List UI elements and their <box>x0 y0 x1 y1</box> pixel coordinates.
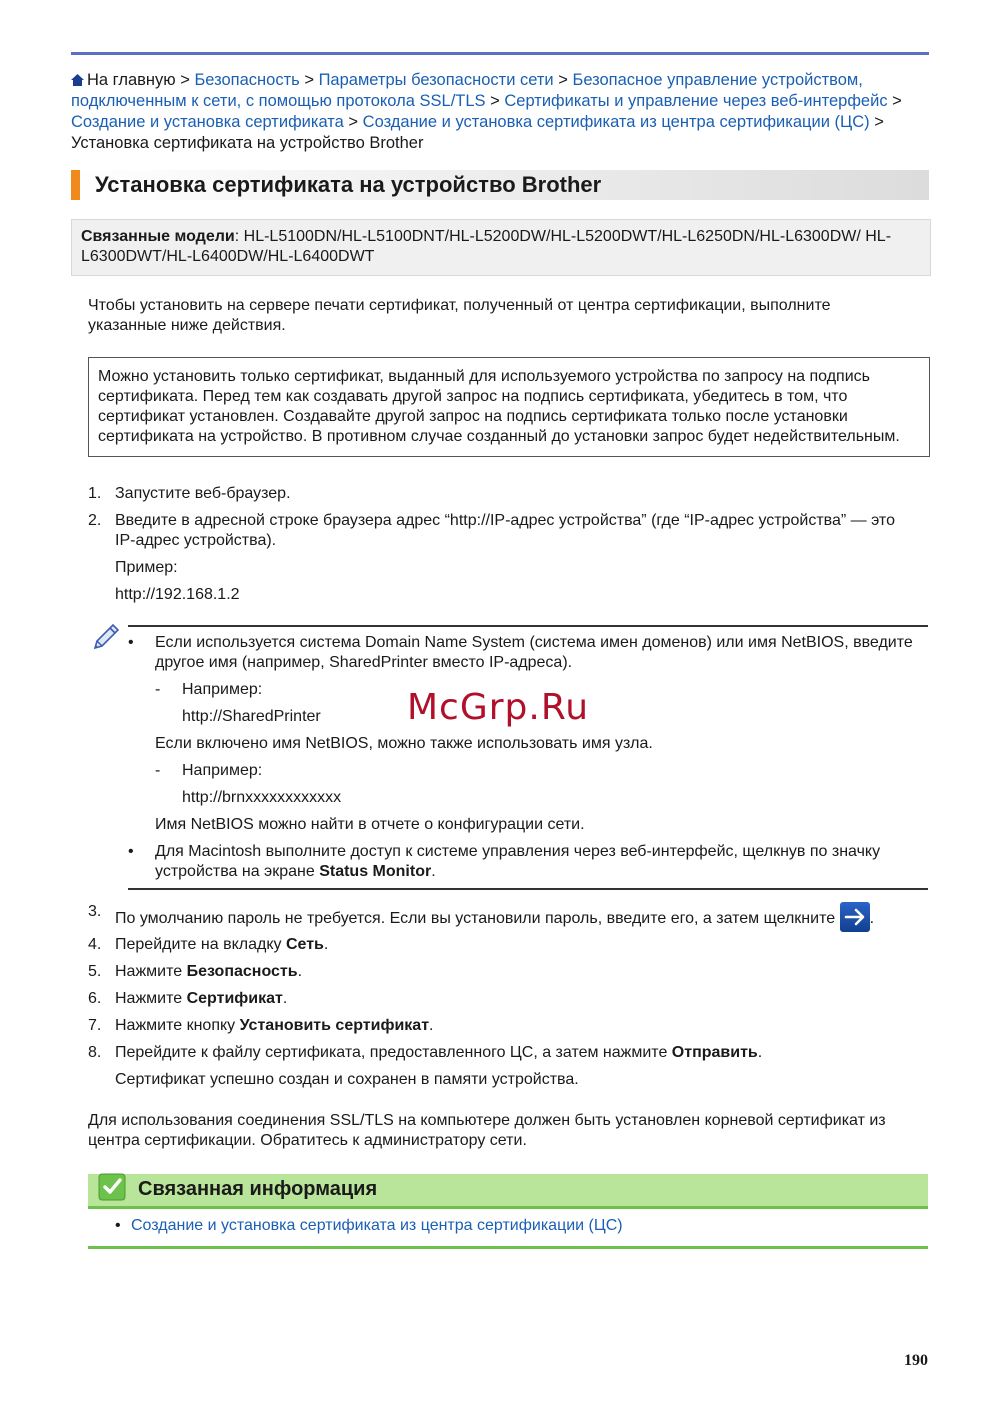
steps-list-a <box>88 484 918 605</box>
step-8-result: Сертификат успешно создан и сохранен в памяти устройства. <box>115 1071 579 1088</box>
note-box: Можно установить только сертификат, выданный для используемого устройства по запросу на подпись сертификата. Перед тем как создавать другой запрос на подпись сертификата, убедитесь в том, что сертификат установлен. Создавайте другой запрос на подпись сертификата только после установки сертификата на устройство. В противном случае созданный до установки запрос будет недействительным. <box>88 357 930 457</box>
breadcrumb: На главную > Безопасность > Параметры безопасности сети > Безопасное управление устройством, подключенным к сети, с помощью протокола SSL/TLS > Сертификаты и управление через веб-интерфейс > Создание и установка сертификата > Создание и установка сертификата из центра сертификации (ЦС) > Установка сертификата на устройство Brother <box>71 71 902 152</box>
pencil-icon <box>91 620 123 652</box>
breadcrumb-create-install-ca[interactable]: Создание и установка сертификата из центра сертификации (ЦС) <box>362 113 870 131</box>
checkmark-icon <box>97 1172 127 1202</box>
tip-sub-2-value: http://brnxxxxxxxxxxxx <box>182 789 342 806</box>
home-icon[interactable] <box>71 74 84 86</box>
arrow-right-icon[interactable] <box>840 902 870 932</box>
breadcrumb-create-install[interactable]: Создание и установка сертификата <box>71 113 344 131</box>
step-6: 6. Нажмите Сертификат. <box>88 990 288 1007</box>
step-1: 1. Запустите веб-браузер. <box>88 485 291 502</box>
intro-text: Чтобы установить на сервере печати сертификат, полученный от центра сертификации, выполните указанные ниже действия. <box>88 297 831 334</box>
example-label: Пример: <box>115 559 178 576</box>
models-label: Связанные модели <box>81 228 235 245</box>
step-3: 3. По умолчанию пароль не требуется. Если вы установили пароль, введите его, а затем щелкните . <box>88 902 918 932</box>
tip-sub-1-value: http://SharedPrinter <box>182 708 321 725</box>
tip-sub-1: - Например: <box>155 681 263 698</box>
tip-box <box>128 625 928 890</box>
step-2: 2. Введите в адресной строке браузера адрес “http://IP-адрес устройства” (где “IP-адрес устройства” — это IP-адрес устройства). <box>88 512 895 549</box>
top-rule <box>71 52 929 55</box>
step-8: 8. Перейдите к файлу сертификата, предоставленного ЦС, а затем нажмите Отправить. <box>88 1044 763 1061</box>
page-number: 190 <box>904 1352 928 1369</box>
page-title: Установка сертификата на устройство Brother <box>95 172 602 197</box>
tip-bullet-2: • Для Macintosh выполните доступ к системе управления через веб-интерфейс, щелкнув по значку устройства на экране Status Monitor. <box>128 843 881 880</box>
breadcrumb-ssl-tls[interactable]: Безопасное управление устройством, подключенным к сети, с помощью протокола SSL/TLS <box>71 71 863 110</box>
tip-after: Имя NetBIOS можно найти в отчете о конфигурации сети. <box>155 816 585 833</box>
breadcrumb-current: Установка сертификата на устройство Brother <box>71 134 424 152</box>
tip-bullet-1: • Если используется система Domain Name System (система имен доменов) или имя NetBIOS, введите другое имя (например, SharedPrinter вместо IP-адреса). <box>128 634 913 671</box>
breadcrumb-certificates[interactable]: Сертификаты и управление через веб-интерфейс <box>504 92 888 110</box>
watermark: McGrp.Ru <box>407 687 590 728</box>
related-link-ca[interactable]: Создание и установка сертификата из центра сертификации (ЦС) <box>131 1217 623 1234</box>
title-accent <box>71 170 80 200</box>
related-info-bar <box>88 1174 928 1209</box>
closing-text: Для использования соединения SSL/TLS на компьютере должен быть установлен корневой сертификат из центра сертификации. Обратитесь к администратору сети. <box>88 1112 886 1149</box>
breadcrumb-network-security[interactable]: Параметры безопасности сети <box>318 71 554 89</box>
tip-middle: Если включено имя NetBIOS, можно также использовать имя узла. <box>155 735 653 752</box>
related-list: • Создание и установка сертификата из центра сертификации (ЦС) <box>115 1217 623 1234</box>
steps-list-b <box>88 935 918 1090</box>
step-7: 7. Нажмите кнопку Установить сертификат. <box>88 1017 434 1034</box>
related-bottom-rule <box>88 1246 928 1249</box>
step-5: 5. Нажмите Безопасность. <box>88 963 303 980</box>
example-value: http://192.168.1.2 <box>115 586 240 603</box>
title-bar <box>71 170 929 200</box>
breadcrumb-security[interactable]: Безопасность <box>194 71 300 89</box>
models-value: HL-L5100DN/HL-L5100DNT/HL-L5200DW/HL-L5200DWT/HL-L6250DN/HL-L6300DW/ HL-L6300DWT/HL-L6400DW/HL-L6400DWT <box>81 228 892 265</box>
tip-sub-2: - Например: <box>155 762 263 779</box>
related-models: Связанные модели: HL-L5100DN/HL-L5100DNT/HL-L5200DW/HL-L5200DWT/HL-L6250DN/HL-L6300DW/ HL-L6300DWT/HL-L6400DW/HL-L6400DWT <box>71 219 931 276</box>
step-4: 4. Перейдите на вкладку Сеть. <box>88 936 329 953</box>
related-info-title: Связанная информация <box>138 1178 378 1200</box>
breadcrumb-home[interactable]: На главную <box>87 71 176 89</box>
